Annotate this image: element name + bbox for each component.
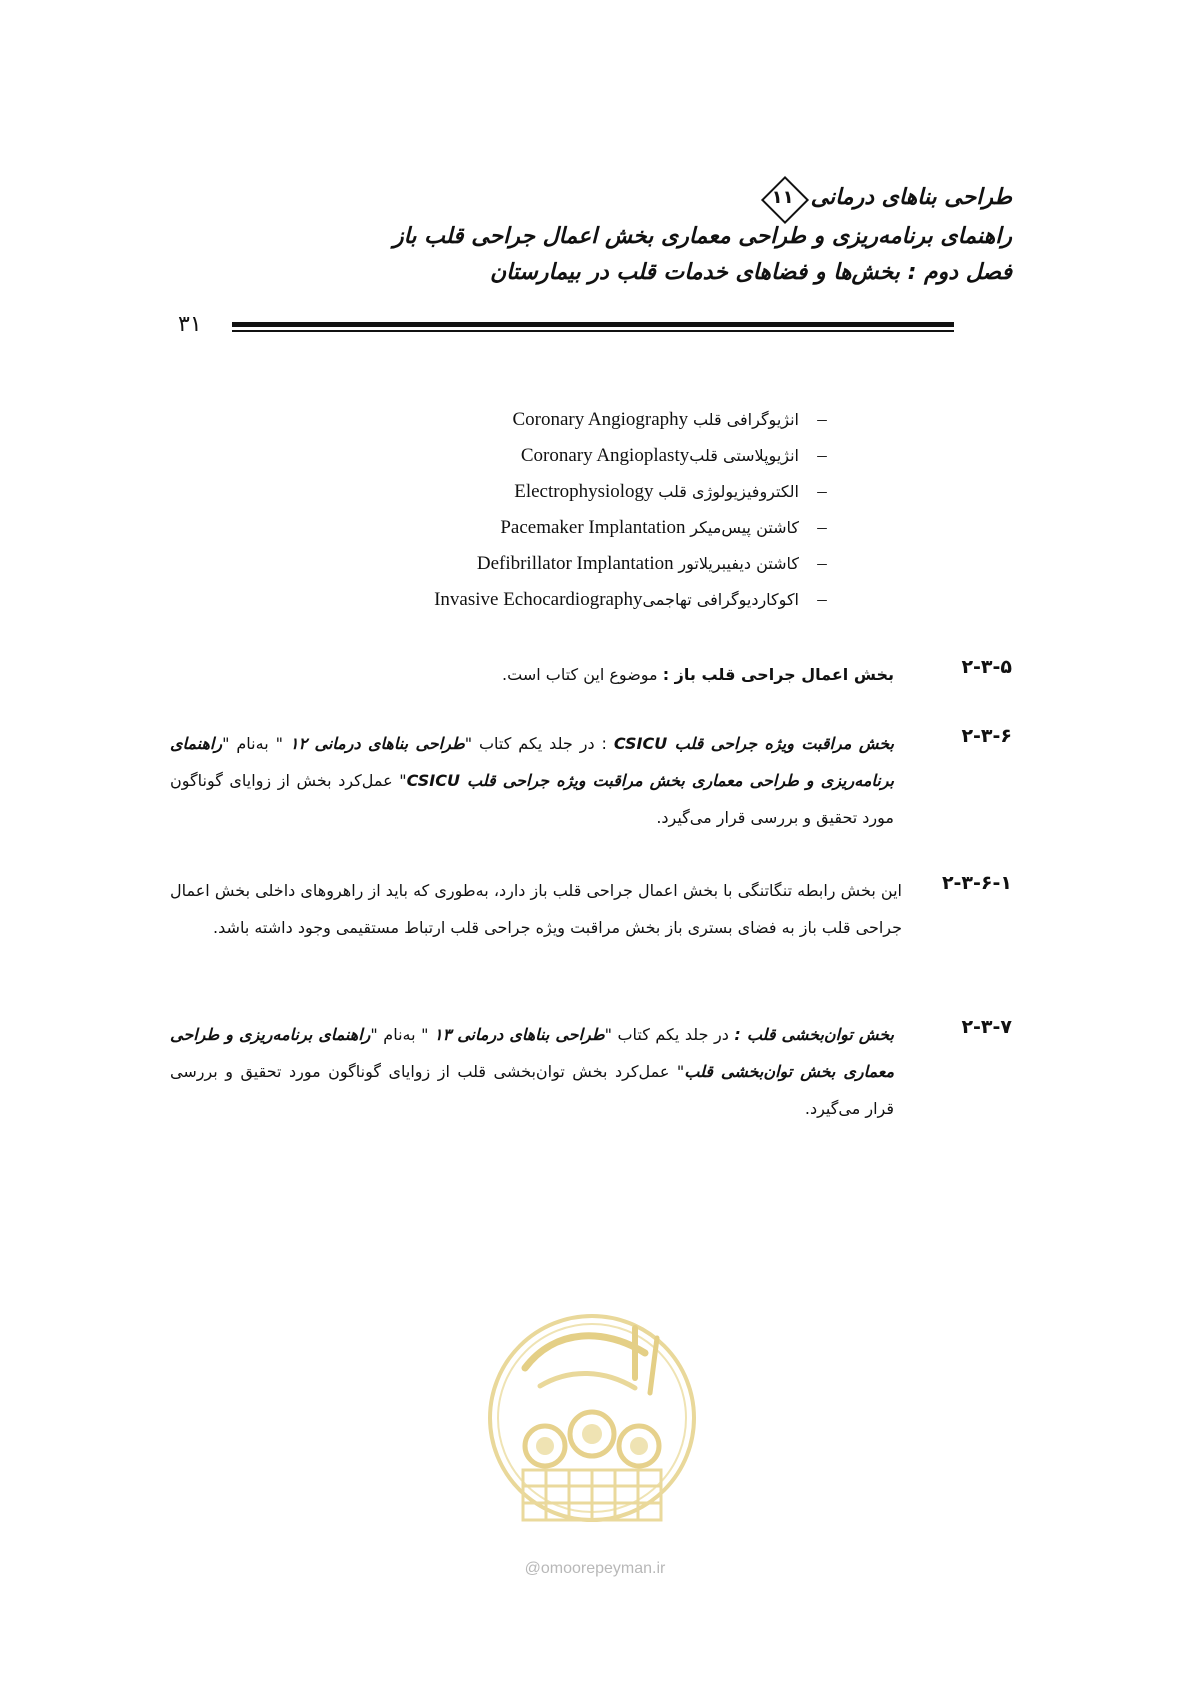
dash-bullet: – — [817, 409, 827, 430]
list-item: –کاشتن دیفیبریلاتور Defibrillator Implantation — [434, 546, 845, 582]
section-text: این بخش رابطه تنگاتنگی با بخش اعمال جراحی قلب باز دارد، به‌طوری که باید از راهروهای داخلی بخش اعمال جراحی قلب باز به فضای بستری باز بخش مراقبت ویژه جراحی قلب ارتباط مستقیمی وجود داشته باشد. — [170, 881, 902, 937]
section-number: ۲-۳-۶ — [961, 725, 1012, 747]
section-number: ۲-۳-۷ — [961, 1016, 1012, 1038]
list-item: –انژیوپلاستی قلبCoronary Angioplasty — [434, 438, 845, 474]
list-item: –کاشتن پیس‌میکر Pacemaker Implantation — [434, 510, 845, 546]
section-text: بخش مراقبت ویژه جراحی قلب CSICU : در جلد یکم کتاب "طراحی بناهای درمانی ۱۲ " به‌نام "راهنمای برنامه‌ریزی و طراحی معماری بخش مراقبت ویژه جراحی قلب CSICU" عمل‌کرد بخش از زوایای گوناگون مورد تحقیق و بررسی قرار می‌گیرد. — [170, 734, 895, 827]
section-text: بخش توان‌بخشی قلب : در جلد یکم کتاب "طراحی بناهای درمانی ۱۳ " به‌نام "راهنمای برنامه‌ریزی و طراحی معماری بخش توان‌بخشی قلب" عمل‌کرد بخش توان‌بخشی قلب از زوایای گوناگون مورد تحقیق و بررسی قرار می‌گیرد. — [170, 1025, 895, 1118]
dash-bullet: – — [817, 481, 827, 502]
section-2-3-6 — [170, 725, 1012, 845]
series-number: ۱۱ — [771, 187, 794, 208]
header-rule-thin — [232, 330, 954, 332]
section-text: بخش اعمال جراحی قلب باز : موضوع این کتاب است. — [502, 665, 894, 684]
page-number: ۳۱ — [178, 312, 202, 337]
dash-bullet: – — [817, 589, 827, 610]
list-item: –الکتروفیزیولوژی قلب Electrophysiology — [434, 474, 845, 510]
dash-bullet: – — [817, 445, 827, 466]
procedure-list — [434, 402, 845, 618]
section-2-3-6-1 — [170, 872, 1012, 992]
series-title: طراحی بناهای درمانی — [810, 185, 1012, 210]
section-2-3-7 — [170, 1016, 1012, 1136]
watermark-url: @omoorepeyman.ir — [524, 1560, 666, 1577]
section-2-3-5 — [170, 656, 1012, 696]
watermark-logo — [485, 1298, 699, 1548]
header-rule-thick — [232, 322, 954, 327]
section-number: ۲-۳-۶-۱ — [941, 872, 1012, 894]
dash-bullet: – — [817, 553, 827, 574]
series-line — [252, 180, 1012, 216]
running-header — [252, 180, 1012, 290]
list-item: –انژیوگرافی قلب Coronary Angiography — [434, 402, 845, 438]
chapter-title: فصل دوم : بخش‌ها و فضاهای خدمات قلب در بیمارستان — [489, 260, 1012, 285]
list-item: –اکوکاردیوگرافی تهاجمیInvasive Echocardiography — [434, 582, 845, 618]
series-number-badge — [761, 176, 805, 220]
section-number: ۲-۳-۵ — [961, 656, 1012, 678]
dash-bullet: – — [817, 517, 827, 538]
book-title: راهنمای برنامه‌ریزی و طراحی معماری بخش اعمال جراحی قلب باز — [393, 224, 1012, 249]
